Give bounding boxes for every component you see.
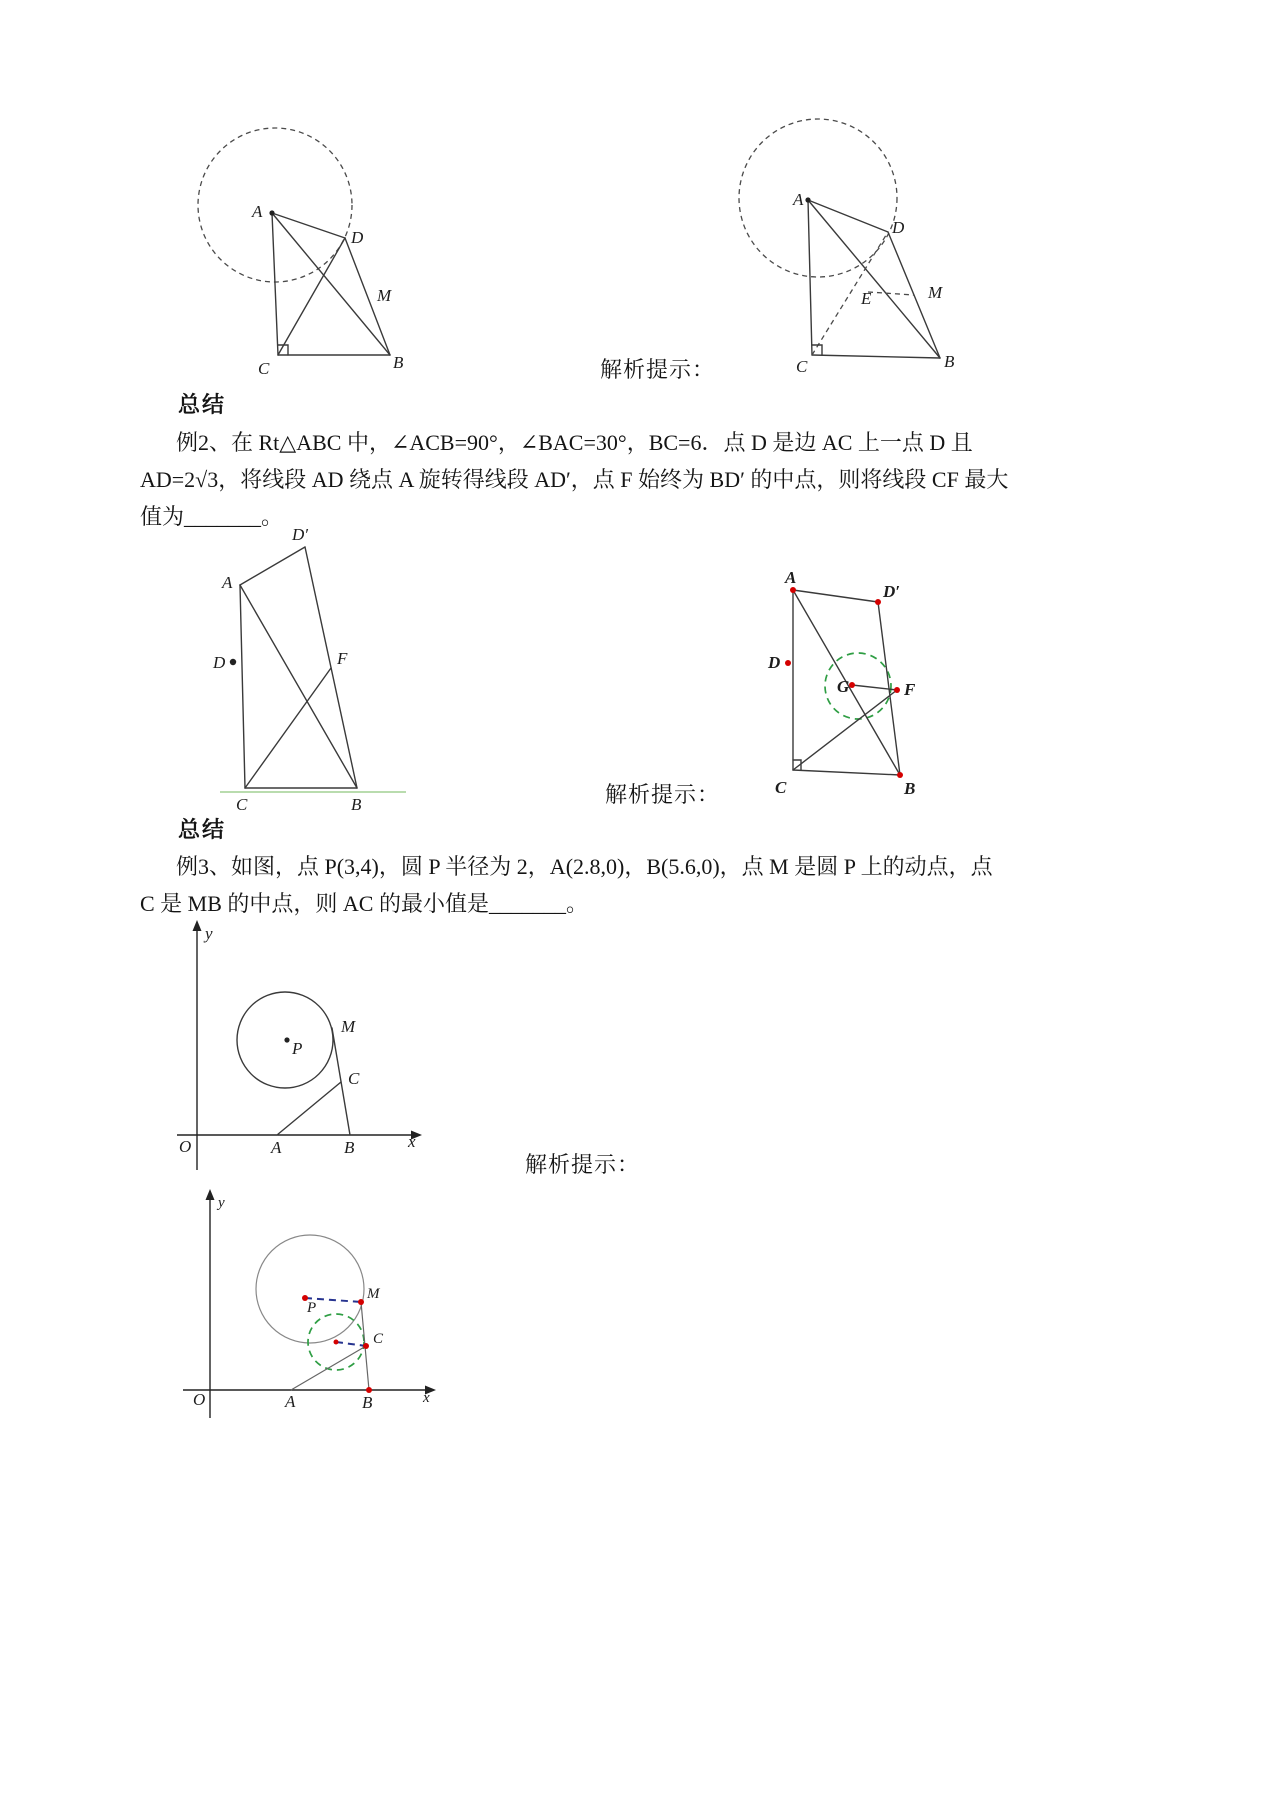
figure-ex1-problem: [180, 112, 410, 387]
figure-ex2-problem: [210, 520, 420, 820]
point-label-p: P: [307, 1300, 317, 1316]
origin-label: O: [193, 1390, 206, 1409]
point-label-a: A: [285, 1392, 296, 1411]
hint-label-1: 解析提示：: [600, 357, 716, 382]
point-label-e: E: [861, 289, 872, 308]
point-a-dot: [269, 210, 274, 215]
summary-label-1: 总结: [178, 392, 227, 417]
point-label-b: B: [344, 1138, 355, 1157]
point-label-b: B: [393, 353, 404, 372]
point-label-c: C: [236, 795, 248, 814]
point-label-a: A: [785, 568, 797, 587]
point-label-d: D: [768, 653, 781, 672]
point-label-c: C: [348, 1069, 360, 1088]
point-label-c: C: [775, 778, 787, 797]
point-label-d: D: [213, 653, 226, 672]
point-label-c: C: [796, 357, 808, 376]
point-label-a: A: [793, 190, 804, 209]
point-label-m: M: [377, 286, 392, 305]
hint-label-2: 解析提示：: [605, 782, 721, 807]
figure-ex1-solution: [735, 108, 975, 388]
figure-ex2-solution: [755, 555, 980, 815]
point-label-p: P: [292, 1039, 303, 1058]
figure-ex3-solution: [175, 1185, 455, 1435]
point-label-f: F: [337, 649, 348, 668]
point-p-dot: [284, 1037, 289, 1042]
example2-line3: 值为_______。: [140, 504, 284, 529]
point-label-d-prime: D′: [883, 582, 901, 601]
example3-line1: 例3、如图，点 P(3,4)，圆 P 半径为 2，A(2.8,0)，B(5.6,0)，点 M 是圆 P 上的动点，点: [176, 854, 993, 879]
triangle-edges: [272, 213, 390, 355]
point-label-d: D: [892, 218, 905, 237]
example2-line2: AD=2√3，将线段 AD 绕点 A 旋转得线段 AD′，点 F 始终为 BD′ 的中点，则将线段 CF 最大: [140, 467, 1009, 492]
point-label-m: M: [367, 1286, 380, 1302]
axis-label-x: x: [408, 1132, 416, 1151]
example2-text: [140, 424, 1155, 535]
point-label-d: D: [351, 228, 364, 247]
segments: [277, 1028, 350, 1135]
dashed-circle: [739, 119, 897, 277]
point-label-d-prime: D′: [292, 525, 308, 544]
point-label-a: A: [252, 202, 263, 221]
point-label-b: B: [351, 795, 362, 814]
point-label-a: A: [222, 573, 233, 592]
summary-label-2: 总结: [178, 817, 227, 842]
axis-label-x: x: [423, 1390, 430, 1406]
example2-line1: 例2、在 Rt△ABC 中，∠ACB=90°，∠BAC=30°，BC=6．点 D 是边 AC 上一点 D 且: [176, 430, 973, 455]
axis-label-y: y: [205, 924, 213, 943]
point-label-c: C: [258, 359, 270, 378]
point-d-dot: [230, 659, 236, 665]
example3-line2: C 是 MB 的中点，则 AC 的最小值是_______。: [140, 891, 588, 916]
circle-p: [256, 1235, 364, 1343]
dashed-circle: [198, 128, 352, 282]
point-label-m: M: [928, 283, 943, 302]
point-label-b: B: [904, 779, 916, 798]
triangle-edges: [808, 200, 940, 358]
point-label-f: F: [904, 680, 916, 699]
point-label-a: A: [271, 1138, 282, 1157]
point-label-b: B: [944, 352, 955, 371]
origin-label: O: [179, 1137, 192, 1156]
point-label-g: G: [837, 677, 850, 696]
example3-text: [140, 848, 1155, 922]
figure-ex3-problem: [165, 915, 435, 1180]
point-label-b: B: [362, 1393, 373, 1412]
point-label-m: M: [341, 1017, 356, 1036]
point-a-dot: [805, 197, 810, 202]
axis-label-y: y: [218, 1195, 225, 1211]
point-label-c: C: [373, 1331, 384, 1347]
hint-label-3: 解析提示：: [525, 1152, 641, 1177]
